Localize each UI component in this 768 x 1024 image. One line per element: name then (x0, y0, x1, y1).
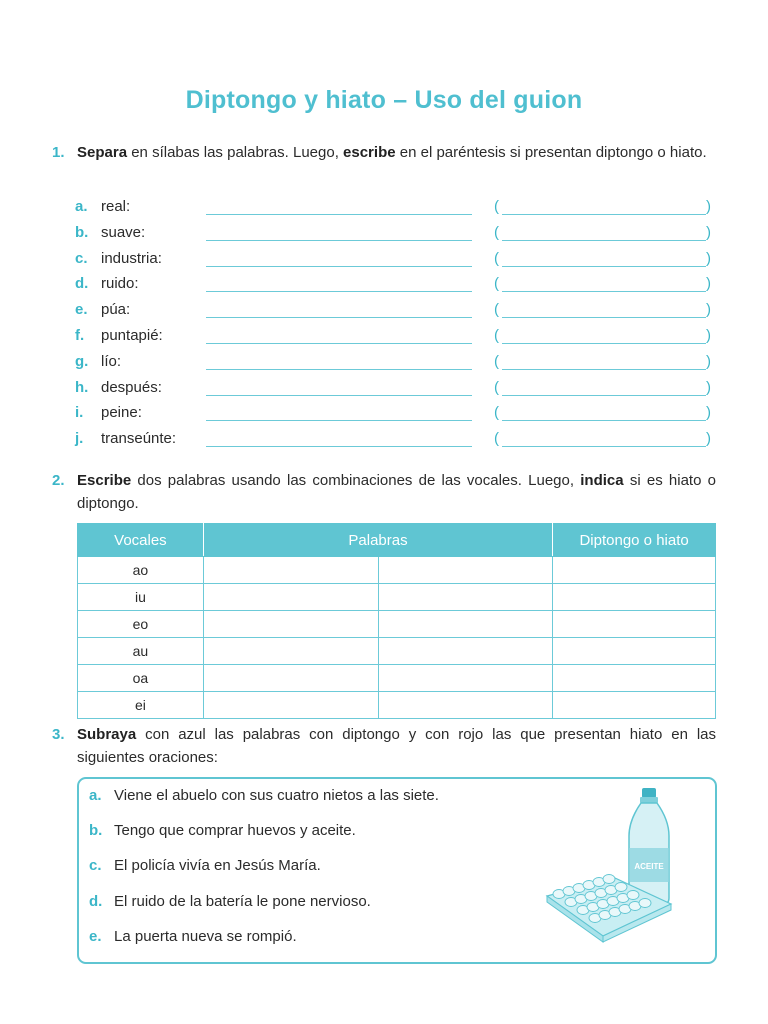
vowel-cell: ei (78, 692, 204, 719)
type-answer-line[interactable] (502, 240, 706, 241)
sentence-letter: e. (89, 927, 102, 945)
exercise-item (75, 327, 725, 353)
column-header-diptongo-hiato: Diptongo o hiato (553, 524, 716, 557)
type-answer-line[interactable] (502, 291, 706, 292)
item-word: lío: (101, 352, 122, 370)
sentence-text: La puerta nueva se rompió. (114, 927, 297, 945)
table-header-row (78, 524, 716, 557)
eggs-and-oil-illustration (545, 786, 675, 946)
item-word: ruido: (101, 275, 139, 293)
page-title: Diptongo y hiato – Uso del guion (185, 86, 583, 114)
item-letter: f. (75, 327, 85, 344)
table-row (78, 611, 716, 638)
exercise-item (75, 250, 725, 276)
syllable-answer-line[interactable] (206, 214, 472, 215)
exercise-item (75, 379, 725, 405)
table-row (78, 692, 716, 719)
type-cell[interactable] (553, 557, 716, 584)
column-header-palabras: Palabras (203, 524, 552, 557)
open-paren: ( (494, 198, 499, 215)
egg (627, 891, 639, 900)
open-paren: ( (494, 301, 499, 319)
item-letter: g. (75, 352, 89, 370)
vowel-cell: eo (78, 611, 204, 638)
type-answer-line[interactable] (502, 343, 706, 344)
open-paren: ( (494, 352, 499, 370)
type-answer-line[interactable] (502, 420, 706, 421)
open-paren: ( (494, 430, 499, 448)
syllable-answer-line[interactable] (206, 369, 472, 370)
type-cell[interactable] (553, 692, 716, 719)
item-word: suave: (101, 223, 146, 241)
item-letter: h. (75, 378, 89, 396)
egg (615, 883, 627, 892)
item-letter: a. (75, 198, 88, 215)
item-letter: i. (75, 404, 84, 422)
close-paren: ) (706, 198, 711, 215)
vowel-cell: iu (78, 584, 204, 611)
question-text (77, 723, 716, 769)
exercise-item (75, 224, 725, 250)
sentence-letter: c. (89, 857, 102, 875)
instruction-verb: Escribe (77, 472, 132, 489)
type-answer-line[interactable] (502, 214, 706, 215)
type-answer-line[interactable] (502, 446, 706, 447)
sentence-item (89, 857, 321, 874)
table-row (78, 557, 716, 584)
sentence-item (89, 893, 371, 910)
exercise-item (75, 404, 725, 430)
sentence-item (89, 787, 439, 804)
question-text (77, 469, 716, 515)
open-paren: ( (494, 327, 499, 344)
item-word: púa: (101, 301, 131, 319)
instruction-verb: indica (580, 472, 624, 489)
item-word: real: (101, 198, 131, 215)
instruction-text: en el paréntesis si presentan diptongo o hiato. (395, 144, 707, 161)
close-paren: ) (706, 275, 711, 293)
item-word: después: (101, 378, 162, 396)
open-paren: ( (494, 404, 499, 422)
type-cell[interactable] (553, 611, 716, 638)
instruction-text: con azul las palabras con diptongo y con rojo las que presentan hiato en las siguientes oraciones: (77, 726, 716, 766)
instruction-text: en sílabas las palabras. Luego, (127, 144, 344, 161)
close-paren: ) (706, 404, 711, 422)
syllable-answer-line[interactable] (206, 317, 472, 318)
syllable-answer-line[interactable] (206, 395, 472, 396)
vowel-cell: au (78, 638, 204, 665)
syllable-answer-line[interactable] (206, 266, 472, 267)
exercise-item (75, 198, 725, 224)
question-1 (52, 141, 716, 164)
word-cell-1[interactable] (203, 692, 378, 719)
word-cell-2[interactable] (378, 584, 553, 611)
syllable-answer-line[interactable] (206, 446, 472, 447)
egg (603, 875, 615, 884)
item-word: peine: (101, 404, 142, 422)
question-text (77, 141, 716, 164)
open-paren: ( (494, 275, 499, 293)
exercise-item (75, 301, 725, 327)
sentence-item (89, 928, 297, 945)
column-header-vocales: Vocales (78, 524, 204, 557)
close-paren: ) (706, 249, 711, 267)
word-cell-2[interactable] (378, 611, 553, 638)
type-answer-line[interactable] (502, 317, 706, 318)
word-cell-2[interactable] (378, 665, 553, 692)
close-paren: ) (706, 430, 711, 448)
type-cell[interactable] (553, 584, 716, 611)
word-cell-1[interactable] (203, 584, 378, 611)
vowel-table (77, 523, 716, 719)
sentence-text: El ruido de la batería le pone nervioso. (114, 892, 371, 910)
open-paren: ( (494, 378, 499, 396)
exercise-item (75, 430, 725, 456)
egg (639, 899, 651, 908)
word-cell-1[interactable] (203, 665, 378, 692)
item-word: industria: (101, 249, 162, 267)
syllable-answer-line[interactable] (206, 240, 472, 241)
word-cell-2[interactable] (378, 638, 553, 665)
item-letter: e. (75, 301, 88, 319)
instruction-text: dos palabras usando las combinaciones de las vocales. Luego, (131, 472, 581, 489)
exercise-item (75, 353, 725, 379)
type-answer-line[interactable] (502, 395, 706, 396)
bottle-label: ACEITE (634, 862, 664, 871)
sentence-letter: a. (89, 787, 102, 804)
instruction-text: si es hiato o diptongo. (77, 472, 716, 512)
vowel-cell: ao (78, 557, 204, 584)
type-cell[interactable] (553, 665, 716, 692)
instruction-verb: Subraya (77, 726, 137, 743)
close-paren: ) (706, 327, 711, 344)
question-number: 1. (52, 144, 65, 161)
sentence-text: Tengo que comprar huevos y aceite. (114, 822, 356, 840)
item-letter: c. (75, 249, 88, 267)
sentence-text: Viene el abuelo con sus cuatro nietos a las siete. (114, 787, 439, 804)
close-paren: ) (706, 378, 711, 396)
question-number: 2. (52, 472, 65, 489)
oil-bottle-icon (629, 788, 669, 904)
type-cell[interactable] (553, 638, 716, 665)
word-cell-1[interactable] (203, 557, 378, 584)
vowel-cell: oa (78, 665, 204, 692)
open-paren: ( (494, 223, 499, 241)
close-paren: ) (706, 223, 711, 241)
close-paren: ) (706, 352, 711, 370)
type-answer-line[interactable] (502, 266, 706, 267)
word-cell-2[interactable] (378, 557, 553, 584)
sentence-letter: b. (89, 822, 103, 840)
syllable-answer-line[interactable] (206, 291, 472, 292)
item-word: puntapié: (101, 327, 163, 344)
close-paren: ) (706, 301, 711, 319)
question-number: 3. (52, 726, 65, 743)
table-row (78, 584, 716, 611)
syllable-answer-line[interactable] (206, 420, 472, 421)
question-2 (52, 469, 716, 515)
sentence-letter: d. (89, 892, 103, 910)
instruction-verb: escribe (343, 144, 396, 161)
item-letter: j. (75, 430, 84, 448)
word-cell-1[interactable] (203, 638, 378, 665)
sentence-text: El policía vivía en Jesús María. (114, 857, 321, 875)
table-row (78, 665, 716, 692)
word-cell-1[interactable] (203, 611, 378, 638)
sentence-item (89, 822, 356, 839)
type-answer-line[interactable] (502, 369, 706, 370)
open-paren: ( (494, 249, 499, 267)
question-3 (52, 723, 716, 769)
instruction-verb: Separa (77, 144, 128, 161)
table-row (78, 638, 716, 665)
item-word: transeúnte: (101, 430, 177, 448)
item-letter: d. (75, 275, 89, 293)
exercise-item (75, 275, 725, 301)
word-cell-2[interactable] (378, 692, 553, 719)
item-letter: b. (75, 223, 89, 241)
syllable-answer-line[interactable] (206, 343, 472, 344)
